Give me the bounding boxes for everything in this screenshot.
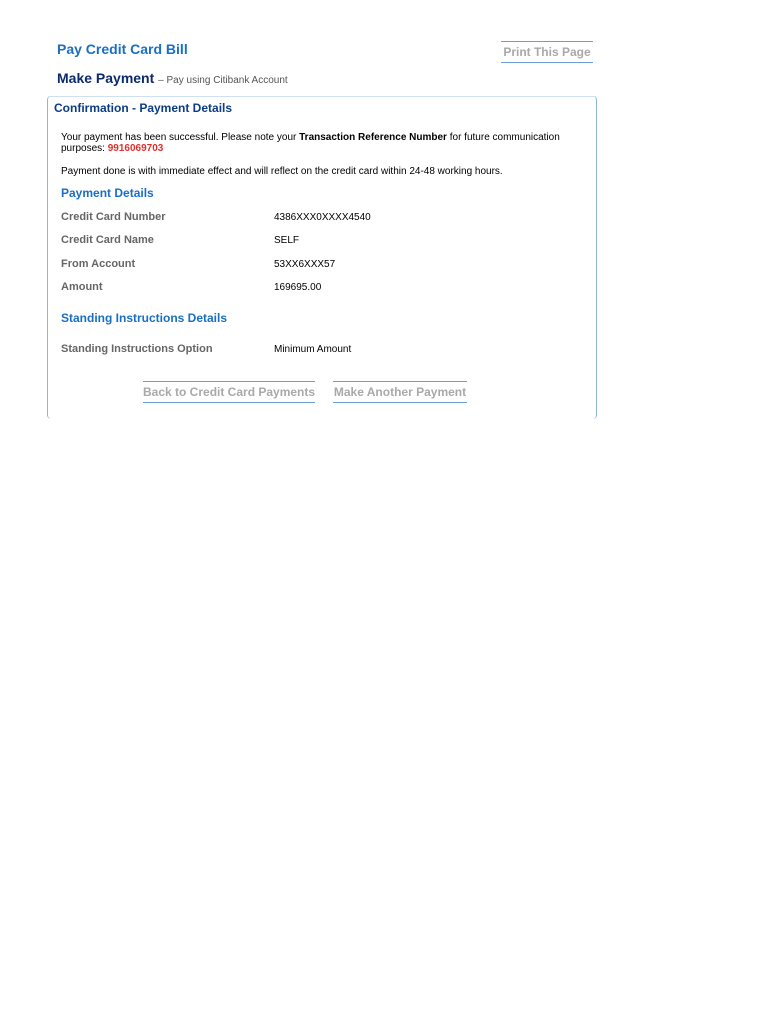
credit-card-number-value: 4386XXX0XXXX4540 [274,212,371,223]
make-another-payment-button[interactable]: Make Another Payment [333,381,467,403]
credit-card-name-value: SELF [274,235,300,246]
page-title: Pay Credit Card Bill [57,41,188,57]
reference-number: 9916069703 [107,143,164,154]
success-suffix: for future communication purposes: [61,132,560,154]
success-prefix: Your payment has been successful. Please note your [61,132,300,143]
back-to-credit-card-payments-button[interactable]: Back to Credit Card Payments [143,381,315,403]
standing-instructions-option-label: Standing Instructions Option [61,343,213,355]
confirmation-panel [47,96,597,419]
amount-label: Amount [61,281,103,293]
standing-instructions-title: Standing Instructions Details [61,311,228,325]
success-message [61,132,586,154]
subheading-note: – Pay using Citibank Account [158,75,288,86]
credit-card-name-label: Credit Card Name [61,234,154,246]
make-payment-heading [57,70,288,86]
from-account-value: 53XX6XXX57 [274,259,336,270]
subheading-title: Make Payment [57,70,155,86]
from-account-label: From Account [61,258,136,270]
effect-note: Payment done is with immediate effect and will reflect on the credit card within 24-48 working hours. [61,166,503,177]
transaction-ref-label: Transaction Reference Number [299,132,447,143]
credit-card-number-label: Credit Card Number [61,211,166,223]
standing-instructions-option-value: Minimum Amount [274,344,352,355]
amount-value: 169695.00 [274,282,322,293]
print-page-button[interactable]: Print This Page [501,41,593,63]
panel-title: Confirmation - Payment Details [54,101,233,115]
payment-details-title: Payment Details [61,186,154,200]
